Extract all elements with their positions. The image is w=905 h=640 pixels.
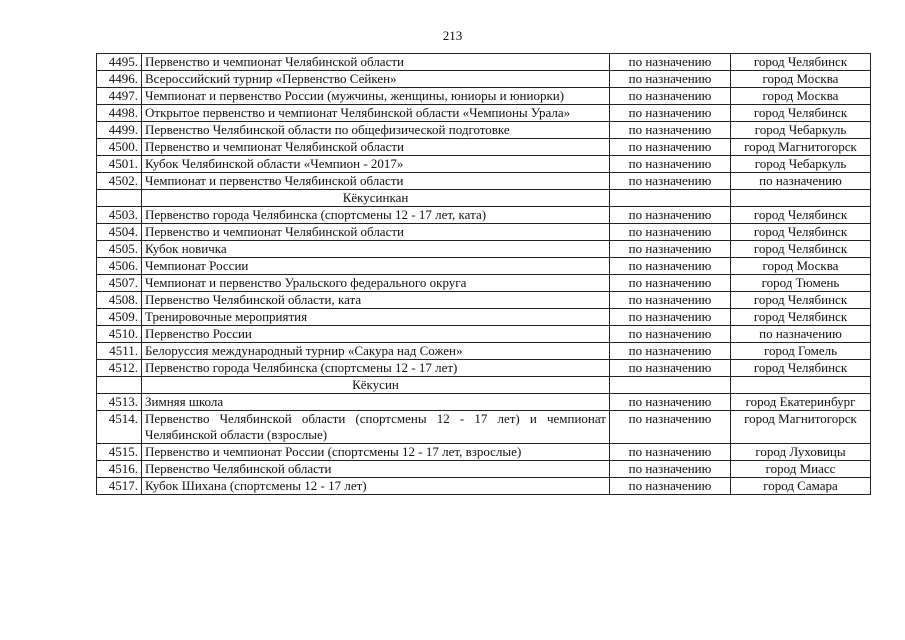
event-number: 4496. <box>97 71 142 88</box>
event-name: Первенство Челябинской области по общефизической подготовке <box>142 122 610 139</box>
event-place: город Челябинск <box>731 54 871 71</box>
table-row <box>97 241 871 258</box>
event-number: 4505. <box>97 241 142 258</box>
event-dates: по назначению <box>610 139 731 156</box>
event-place: город Челябинск <box>731 207 871 224</box>
table-row <box>97 360 871 377</box>
event-number: 4512. <box>97 360 142 377</box>
event-dates: по назначению <box>610 411 731 444</box>
table-row <box>97 292 871 309</box>
event-dates: по назначению <box>610 461 731 478</box>
event-name: Открытое первенство и чемпионат Челябинской области «Чемпионы Урала» <box>142 105 610 122</box>
section-place-cell <box>731 190 871 207</box>
event-place: город Чебаркуль <box>731 122 871 139</box>
event-dates: по назначению <box>610 71 731 88</box>
event-name: Кубок Шихана (спортсмены 12 - 17 лет) <box>142 478 610 495</box>
table-row <box>97 444 871 461</box>
event-place: город Челябинск <box>731 224 871 241</box>
event-place: город Чебаркуль <box>731 156 871 173</box>
event-place: город Челябинск <box>731 241 871 258</box>
event-name: Первенство и чемпионат Челябинской области <box>142 139 610 156</box>
event-dates: по назначению <box>610 54 731 71</box>
event-number: 4500. <box>97 139 142 156</box>
event-dates: по назначению <box>610 478 731 495</box>
table-row <box>97 343 871 360</box>
event-name: Зимняя школа <box>142 394 610 411</box>
section-place-cell <box>731 377 871 394</box>
event-place: город Миасс <box>731 461 871 478</box>
table-row <box>97 139 871 156</box>
event-dates: по назначению <box>610 326 731 343</box>
event-number: 4502. <box>97 173 142 190</box>
event-name: Чемпионат и первенство Челябинской области <box>142 173 610 190</box>
event-number: 4516. <box>97 461 142 478</box>
section-dates-cell <box>610 377 731 394</box>
event-dates: по назначению <box>610 105 731 122</box>
event-number: 4504. <box>97 224 142 241</box>
event-name: Первенство Челябинской области, ката <box>142 292 610 309</box>
event-name: Белоруссия международный турнир «Сакура над Сожен» <box>142 343 610 360</box>
event-number: 4499. <box>97 122 142 139</box>
event-place: город Москва <box>731 71 871 88</box>
table-row <box>97 105 871 122</box>
event-dates: по назначению <box>610 88 731 105</box>
section-header-row <box>97 377 871 394</box>
event-number: 4508. <box>97 292 142 309</box>
table-row <box>97 258 871 275</box>
event-number: 4506. <box>97 258 142 275</box>
table-row <box>97 478 871 495</box>
event-name: Всероссийский турнир «Первенство Сейкен» <box>142 71 610 88</box>
event-number: 4497. <box>97 88 142 105</box>
event-name: Кубок новичка <box>142 241 610 258</box>
event-name: Первенство и чемпионат Челябинской области <box>142 54 610 71</box>
event-dates: по назначению <box>610 241 731 258</box>
page-number: 213 <box>442 28 463 43</box>
event-dates: по назначению <box>610 173 731 190</box>
table-row <box>97 224 871 241</box>
table-row <box>97 411 871 444</box>
event-place: город Челябинск <box>731 360 871 377</box>
event-name: Кубок Челябинской области «Чемпион - 2017» <box>142 156 610 173</box>
event-dates: по назначению <box>610 292 731 309</box>
event-number: 4507. <box>97 275 142 292</box>
event-place: город Самара <box>731 478 871 495</box>
event-place: город Челябинск <box>731 105 871 122</box>
event-name: Первенство города Челябинска (спортсмены 12 - 17 лет, ката) <box>142 207 610 224</box>
event-name: Тренировочные мероприятия <box>142 309 610 326</box>
event-name: Чемпионат и первенство Уральского федерального округа <box>142 275 610 292</box>
event-number: 4513. <box>97 394 142 411</box>
event-number: 4509. <box>97 309 142 326</box>
event-dates: по назначению <box>610 224 731 241</box>
event-name: Первенство и чемпионат России (спортсмены 12 - 17 лет, взрослые) <box>142 444 610 461</box>
event-number: 4515. <box>97 444 142 461</box>
event-place: город Челябинск <box>731 309 871 326</box>
table-row <box>97 309 871 326</box>
event-name: Первенство России <box>142 326 610 343</box>
table-row <box>97 71 871 88</box>
event-place: город Магнитогорск <box>731 139 871 156</box>
event-number: 4501. <box>97 156 142 173</box>
event-dates: по назначению <box>610 156 731 173</box>
event-place: город Челябинск <box>731 292 871 309</box>
event-name: Первенство Челябинской области <box>142 461 610 478</box>
event-dates: по назначению <box>610 343 731 360</box>
event-number: 4517. <box>97 478 142 495</box>
event-dates: по назначению <box>610 258 731 275</box>
table-row <box>97 275 871 292</box>
table-row <box>97 173 871 190</box>
event-dates: по назначению <box>610 122 731 139</box>
event-name: Первенство Челябинской области (спортсмены 12 - 17 лет) и чемпионат Челябинской области (взрослые) <box>142 411 610 444</box>
event-dates: по назначению <box>610 309 731 326</box>
event-dates: по назначению <box>610 394 731 411</box>
event-dates: по назначению <box>610 275 731 292</box>
section-dates-cell <box>610 190 731 207</box>
event-place: город Москва <box>731 88 871 105</box>
event-place: город Екатеринбург <box>731 394 871 411</box>
event-name: Чемпионат России <box>142 258 610 275</box>
events-table-body <box>97 54 871 495</box>
section-header-row <box>97 190 871 207</box>
event-place: город Тюмень <box>731 275 871 292</box>
event-name: Первенство и чемпионат Челябинской области <box>142 224 610 241</box>
event-place: город Москва <box>731 258 871 275</box>
section-title: Кёкусинкан <box>142 190 610 207</box>
table-row <box>97 326 871 343</box>
event-place: по назначению <box>731 173 871 190</box>
event-place: город Магнитогорск <box>731 411 871 444</box>
section-title: Кёкусин <box>142 377 610 394</box>
event-number: 4495. <box>97 54 142 71</box>
event-dates: по назначению <box>610 444 731 461</box>
table-row <box>97 88 871 105</box>
event-place: по назначению <box>731 326 871 343</box>
event-number: 4511. <box>97 343 142 360</box>
event-dates: по назначению <box>610 207 731 224</box>
table-row <box>97 461 871 478</box>
event-name: Первенство города Челябинска (спортсмены 12 - 17 лет) <box>142 360 610 377</box>
event-place: город Гомель <box>731 343 871 360</box>
event-number: 4514. <box>97 411 142 444</box>
event-dates: по назначению <box>610 360 731 377</box>
table-row <box>97 207 871 224</box>
table-row <box>97 156 871 173</box>
events-table <box>96 53 871 495</box>
event-number: 4498. <box>97 105 142 122</box>
table-row <box>97 54 871 71</box>
event-number: 4510. <box>97 326 142 343</box>
section-num-cell <box>97 377 142 394</box>
table-row <box>97 394 871 411</box>
event-number: 4503. <box>97 207 142 224</box>
event-place: город Луховицы <box>731 444 871 461</box>
table-row <box>97 122 871 139</box>
event-name: Чемпионат и первенство России (мужчины, женщины, юниоры и юниорки) <box>142 88 610 105</box>
section-num-cell <box>97 190 142 207</box>
